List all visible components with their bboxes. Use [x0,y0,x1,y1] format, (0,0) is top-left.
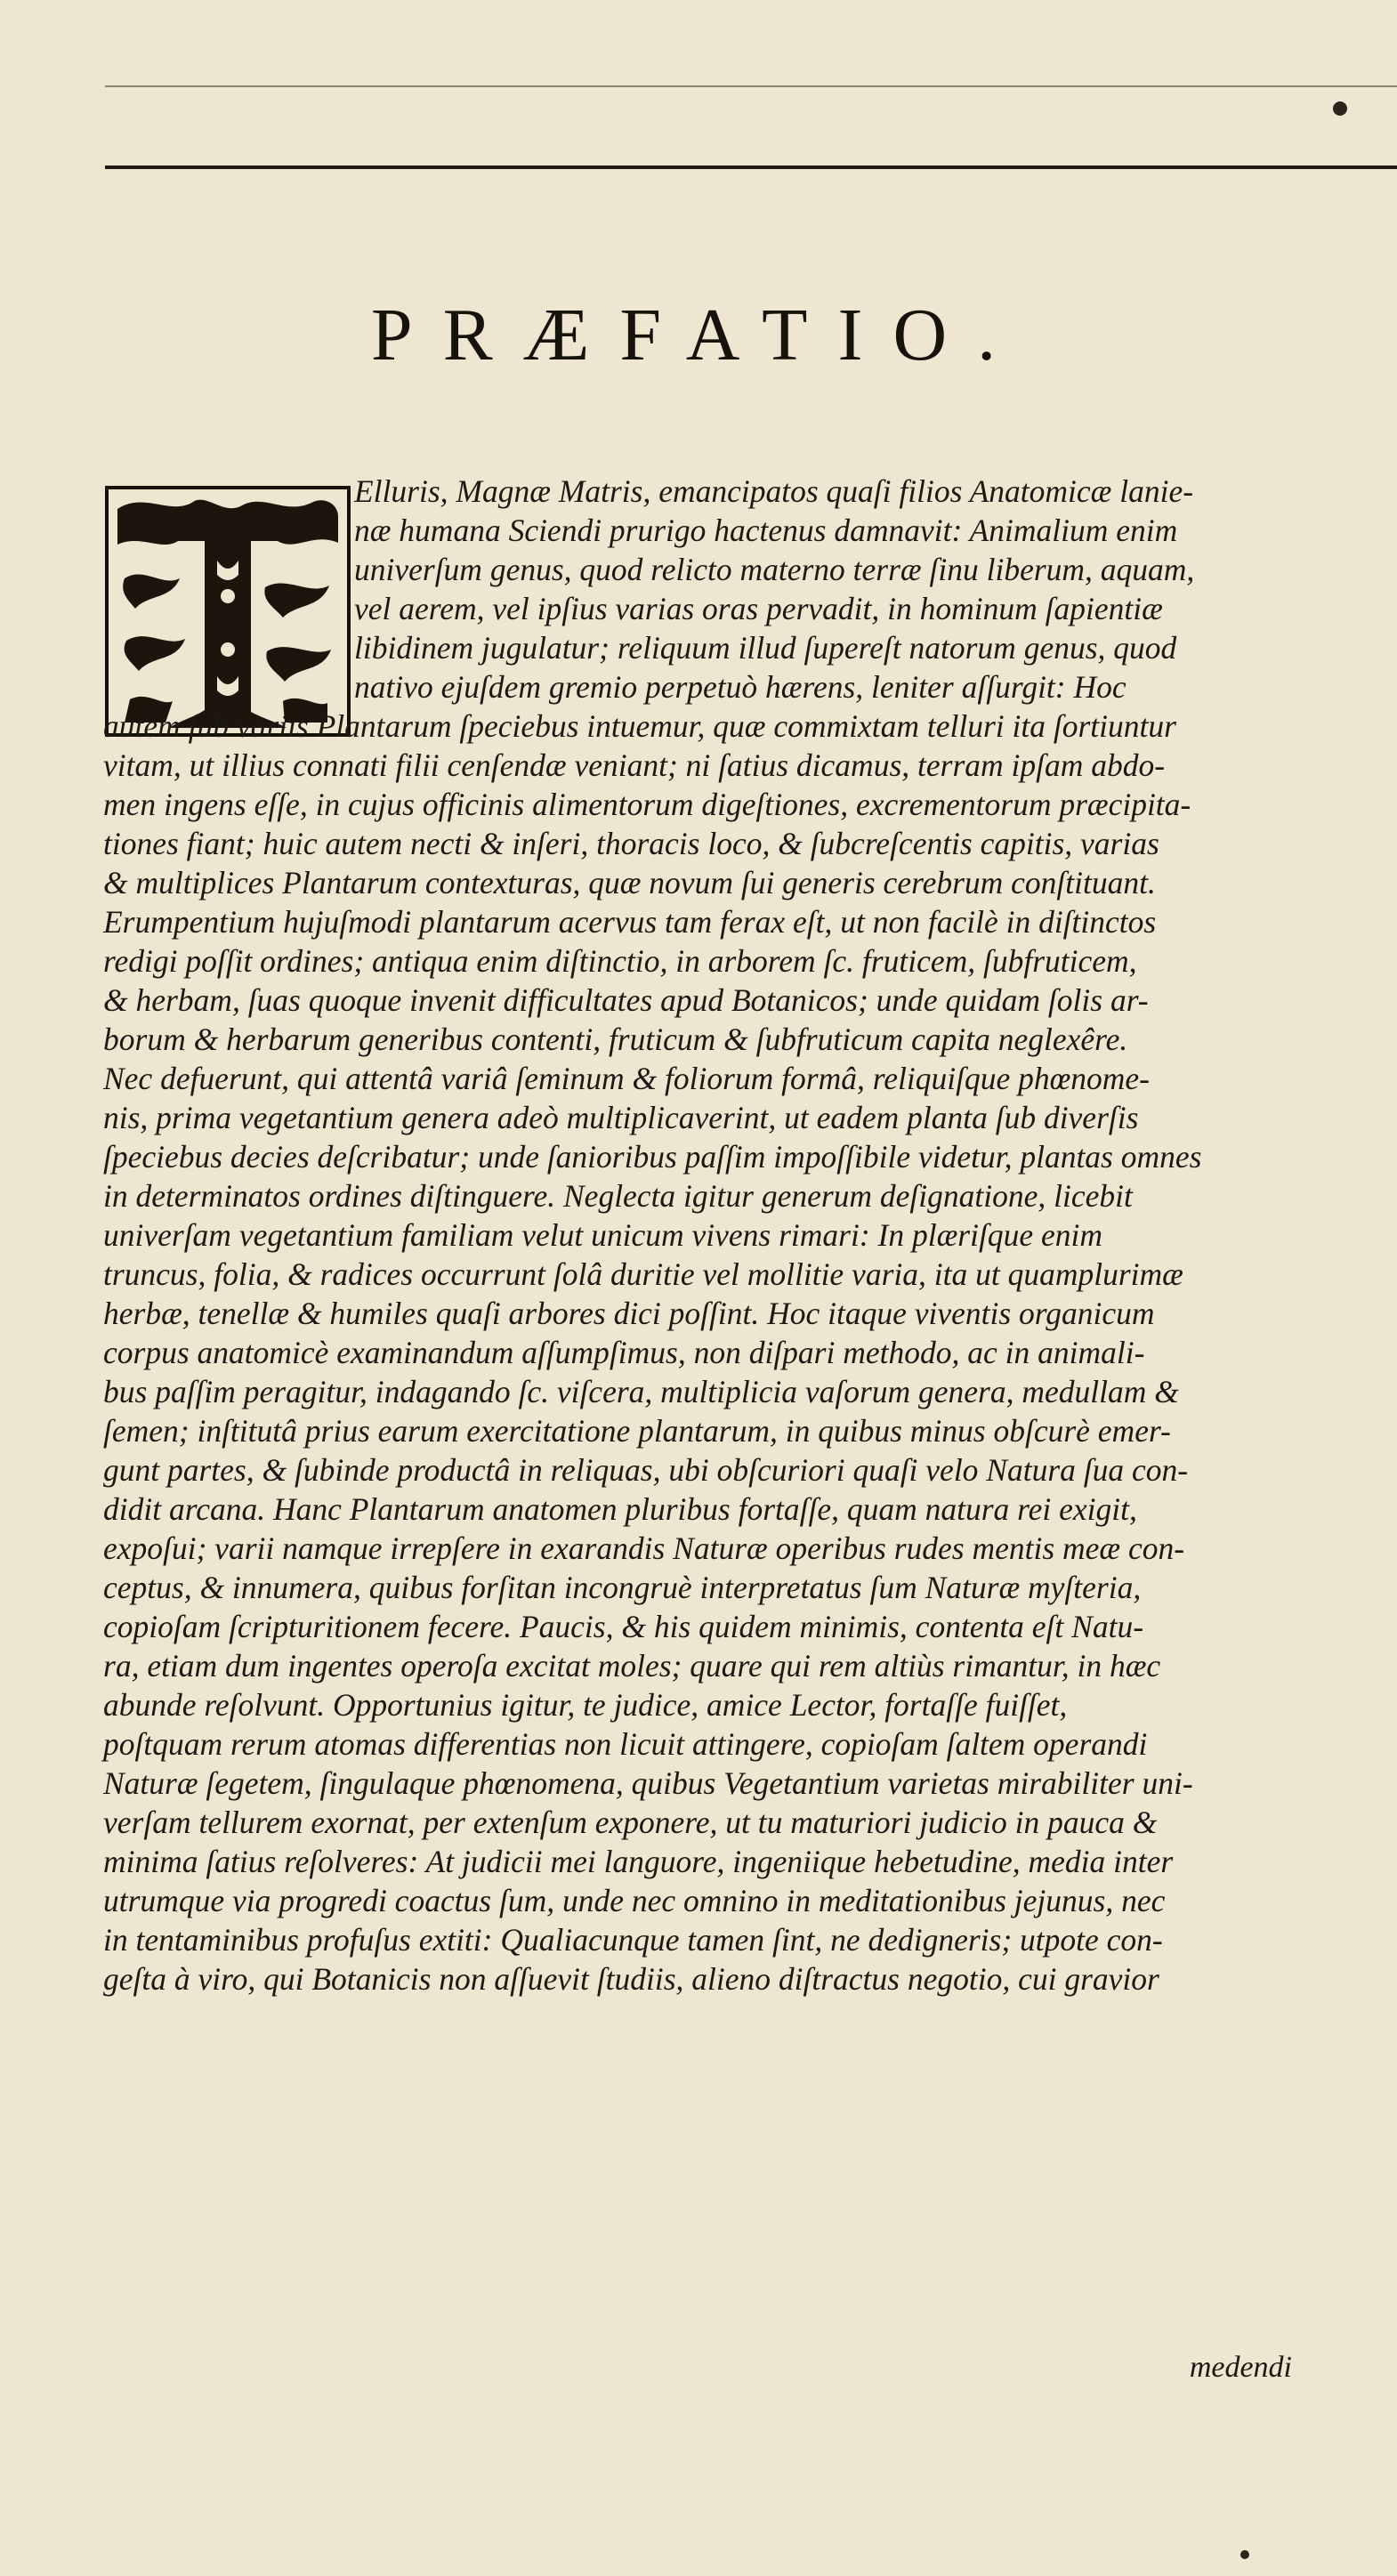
text-line: ſemen; inſtitutâ prius earum exercitatione plantarum, in quibus minus obſcurè emer- [103,1413,1171,1449]
text-line: univerſum genus, quod relicto materno terræ ſinu liberum, aquam, [354,552,1195,587]
text-line: verſam tellurem exornat, per extenſum exponere, ut tu maturiori judicio in pauca & [103,1805,1158,1840]
top-thin-rule [105,85,1397,87]
text-line: truncus, folia, & radices occurrunt ſolâ duritie vel mollitie varia, ita ut quamplurimæ [103,1256,1183,1292]
page-title: PRÆFATIO. [370,294,1027,376]
catchword: medendi [1189,2351,1292,2384]
text-line: & herbam, ſuas quoque invenit difficultates apud Botanicos; unde quidam ſolis ar- [103,982,1149,1018]
text-line: bus paſſim peragitur, indagando ſc. viſcera, multiplicia vaſorum genera, medullam & [103,1374,1179,1409]
text-line: ſpeciebus decies deſcribatur; unde ſanioribus paſſim impoſſibile videtur, plantas omnes [103,1139,1202,1175]
text-line: univerſam vegetantium familiam velut unicum vivens rimari: In plæriſque enim [103,1217,1102,1253]
text-line: næ humana Sciendi prurigo hactenus damnavit: Animalium enim [354,513,1178,548]
text-line: Nec defuerunt, qui attentâ variâ ſeminum & foliorum formâ, reliquiſque phœnome- [103,1061,1150,1096]
text-line: & multiplices Plantarum contexturas, quæ novum ſui generis cerebrum conſtituant. [103,865,1156,900]
text-line: nativo ejuſdem gremio perpetuò hærens, leniter aſſurgit: Hoc [354,669,1126,705]
text-line: vitam, ut illius connati filii cenſendæ veniant; ni ſatius dicamus, terram ipſam abdo- [103,747,1166,783]
text-line: in tentaminibus profuſus extiti: Qualiacunque tamen ſint, ne dedigneris; utpote con- [103,1922,1163,1958]
text-line: Elluris, Magnæ Matris, emancipatos quaſi filios Anatomicæ lanie- [354,473,1194,509]
text-line: vel aerem, vel ipſius varias oras pervadit, in hominum ſapientiæ [354,591,1163,626]
ink-speck [1333,101,1347,116]
top-rule [105,166,1397,169]
text-line: geſta à viro, qui Botanicis non aſſuevit ſtudiis, alieno diſtractus negotio, cui gravior [103,1961,1159,1997]
preface-body-text [103,472,1328,1999]
text-line: tiones fiant; huic autem necti & inſeri, thoracis loco, & ſubcreſcentis capitis, varias [103,826,1159,861]
text-line: Erumpentium hujuſmodi plantarum acervus tam ferax eſt, ut non facilè in diſtinctos [103,904,1157,940]
text-line: nis, prima vegetantium genera adeò multiplicaverint, ut eadem planta ſub diverſis [103,1100,1139,1135]
text-line: libidinem jugulatur; reliquum illud ſupereſt natorum genus, quod [354,630,1177,666]
text-line: redigi poſſit ordines; antiqua enim diſtinctio, in arborem ſc. fruticem, ſubfruticem, [103,943,1137,979]
text-line: expoſui; varii namque irrepſere in exarandis Naturæ operibus rudes mentis meæ con- [103,1530,1185,1566]
text-line: poſtquam rerum atomas differentias non licuit attingere, copioſam ſaltem operandi [103,1726,1148,1762]
text-line: autem ſub variis Plantarum ſpeciebus intuemur, quæ commixtam telluri ita ſortiuntur [103,708,1176,744]
text-line: herbæ, tenellæ & humiles quaſi arbores dici poſſint. Hoc itaque viventis organicum [103,1296,1155,1331]
ink-speck [1240,2550,1249,2559]
text-line: men ingens eſſe, in cujus officinis alimentorum digeſtiones, excrementorum præcipita- [103,787,1191,822]
text-line: corpus anatomicè examinandum aſſumpſimus, non diſpari methodo, ac in animali- [103,1335,1145,1370]
text-line: abunde reſolvunt. Opportunius igitur, te judice, amice Lector, fortaſſe fuiſſet, [103,1687,1068,1723]
text-line: in determinatos ordines diſtinguere. Neglecta igitur generum deſignatione, licebit [103,1178,1133,1214]
text-line: utrumque via progredi coactus ſum, unde nec omnino in meditationibus jejunus, nec [103,1883,1166,1918]
text-line: didit arcana. Hanc Plantarum anatomen pluribus fortaſſe, quam natura rei exigit, [103,1491,1137,1527]
text-line: copioſam ſcripturitionem fecere. Paucis, & his quidem minimis, contenta eſt Natu- [103,1609,1144,1644]
text-line: ceptus, & innumera, quibus forſitan incongruè interpretatus ſum Naturæ myſteria, [103,1570,1142,1605]
text-line: borum & herbarum generibus contenti, fruticum & ſubfruticum capita neglexêre. [103,1022,1128,1057]
text-line: gunt partes, & ſubinde productâ in reliquas, ubi obſcuriori quaſi velo Natura ſua con- [103,1452,1189,1488]
text-line: minima ſatius reſolveres: At judicii mei languore, ingeniique hebetudine, media inter [103,1844,1174,1879]
text-line: ra, etiam dum ingentes operoſa excitat moles; quare qui rem altiùs rimantur, in hæc [103,1648,1161,1684]
text-line: Naturæ ſegetem, ſingulaque phœnomena, quibus Vegetantium varietas mirabiliter uni- [103,1765,1193,1801]
